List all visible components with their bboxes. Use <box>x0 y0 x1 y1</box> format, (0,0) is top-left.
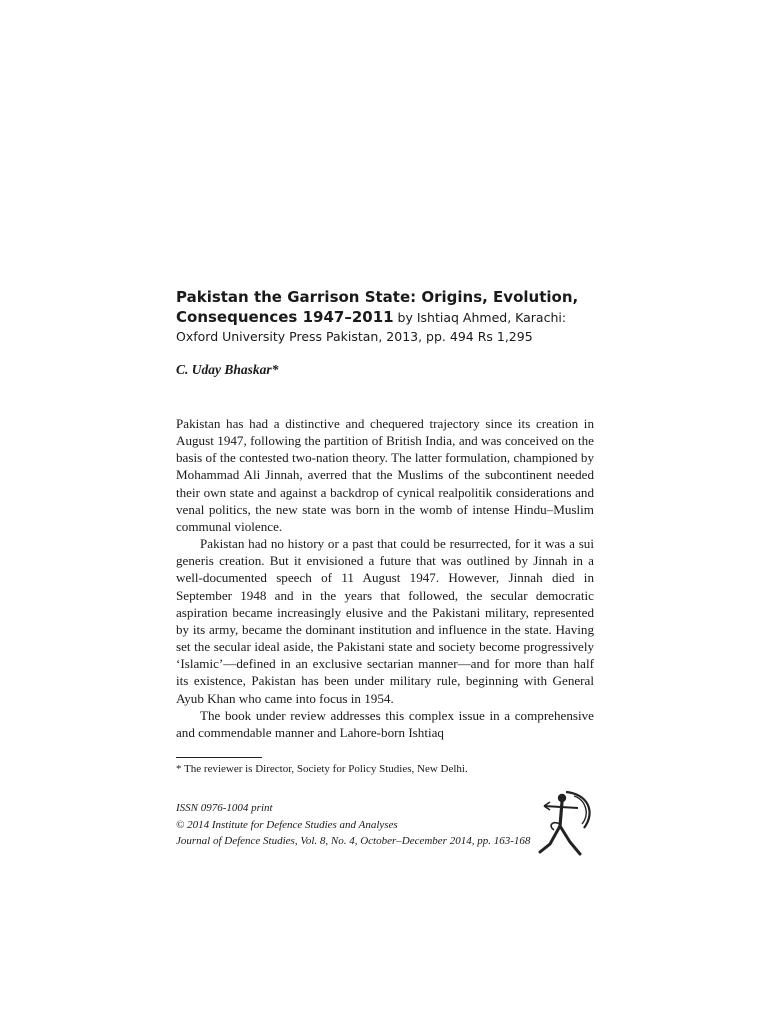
book-title-line-1: Pakistan the Garrison State: Origins, Evolution, <box>176 288 579 306</box>
book-byline: by Ishtiaq Ahmed, Karachi: <box>393 310 567 325</box>
journal-info <box>176 800 546 850</box>
review-body <box>176 415 594 741</box>
copyright-line: © 2014 Institute for Defence Studies and Analyses <box>176 818 398 831</box>
book-title-subtitle: Consequences 1947–2011 <box>176 308 394 326</box>
paragraph-3: The book under review addresses this complex issue in a comprehensive and commendable manner and Lahore-born Ishtiaq <box>176 707 594 740</box>
archer-figure-icon <box>530 786 600 858</box>
issn-line: ISSN 0976-1004 print <box>176 802 273 814</box>
review-heading <box>176 287 606 346</box>
reviewer-name: C. Uday Bhaskar* <box>176 362 279 377</box>
publisher-info: Oxford University Press Pakistan, 2013, pp. 494 Rs 1,295 <box>176 329 533 344</box>
paragraph-1: Pakistan has had a distinctive and chequered trajectory since its creation in August 1947, following the partition of British India, and was conceived on the basis of the contested two-nation theory. The latter formulation, championed by Mohammad Ali Jinnah, averred that the Muslims of the subcontinent needed their own state and against a backdrop of cynical realpolitik considerations and venal politics, the new state was born in the womb of intense Hindu–Muslim communal violence. <box>176 416 594 534</box>
footnote-divider <box>176 757 262 758</box>
paragraph-2: Pakistan had no history or a past that could be resurrected, for it was a sui generis creation. But it envisioned a future that was outlined by Jinnah in a well-documented speech of 11 August 1947. However, Jinnah died in September 1948 and in the years that followed, the secular democratic aspiration became increasingly elusive and the Pakistani military, represented by its army, became the dominant institution and influence in the state. Having set the secular ideal aside, the Pakistani state and society become progressively ‘Islamic’—defined in an exclusive sectarian manner—and for more than half its existence, Pakistan has been under military rule, beginning with General Ayub Khan who came into focus in 1954. <box>176 536 594 706</box>
book-title-line-2 <box>176 307 606 328</box>
citation-line: Journal of Defence Studies, Vol. 8, No. 4, October–December 2014, pp. 163-168 <box>176 835 531 847</box>
footnote: * The reviewer is Director, Society for Policy Studies, New Delhi. <box>176 763 468 775</box>
